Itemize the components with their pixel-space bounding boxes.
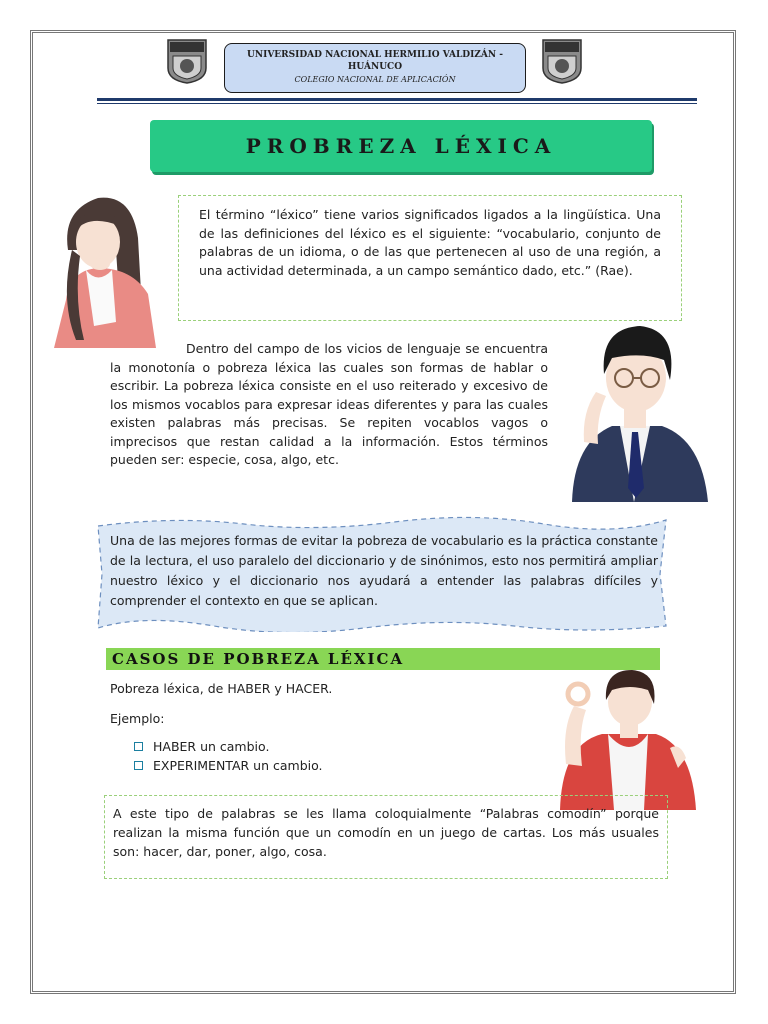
square-bullet-icon [134, 742, 143, 751]
list-item-text: EXPERIMENTAR un cambio. [153, 758, 323, 773]
intro-box [178, 195, 682, 321]
intro-text: El término “léxico” tiene varios significados ligados a la lingüística. Una de las definiciones del léxico es el siguiente: “vocabulario, conjunto de palabras de un idioma, o de las que pertenecen al uso de una región, a una actividad determinada, a un campo semántico dado, etc.” (Rae). [199, 207, 661, 278]
tip-text: Una de las mejores formas de evitar la pobreza de vocabulario es la práctica constante de la lectura, el uso paralelo del diccionario y de sinónimos, esto nos permitirá ampliar nuestro léxico y el diccionario nos ayudará a entender las palabras difíciles y comprender el contexto en que se aplican. [110, 533, 658, 608]
header-rule [97, 98, 697, 101]
boy-glasses-illustration [562, 322, 712, 502]
section-heading: CASOS DE POBREZA LÉXICA [112, 650, 405, 668]
school-seal-right-icon [540, 38, 584, 84]
list-item [134, 739, 269, 754]
title-banner [150, 120, 652, 172]
header-rule-thin [97, 103, 697, 104]
section-heading-bar [106, 648, 660, 670]
university-name: UNIVERSIDAD NACIONAL HERMILIO VALDIZÁN - HUÁNUCO [247, 50, 503, 72]
note-box [104, 795, 668, 879]
note-text: A este tipo de palabras se les llama coloquialmente “Palabras comodín” porque realizan la misma función que un comodín en un juego de cartas. Los más usuales son: hacer, dar, poner, algo, cosa. [113, 806, 659, 859]
institution-header [224, 43, 526, 93]
boy-ok-gesture-illustration [552, 668, 702, 810]
list-item-text: HABER un cambio. [153, 739, 270, 754]
body-paragraph: Dentro del campo de los vicios de lenguaje se encuentra la monotonía o pobreza léxica las cuales son formas de hablar o escribir. La pobreza léxica consiste en el uso reiterado y excesivo de los mismos vocablos para expresar ideas diferentes y para las cuales existen palabras más precisas. Se repiten vocablos vagos o imprecisos que restan calidad a la información. Estos términos pueden ser: especie, cosa, algo, etc. [110, 341, 548, 467]
list-item [134, 758, 323, 773]
page-title: PROBREZA LÉXICA [245, 134, 557, 158]
college-name: COLEGIO NACIONAL DE APLICACIÓN [294, 75, 456, 84]
school-seal-left-icon [165, 38, 209, 84]
square-bullet-icon [134, 761, 143, 770]
case-line: Pobreza léxica, de HABER y HACER. [110, 681, 333, 696]
girl-illustration [50, 190, 162, 352]
example-label: Ejemplo: [110, 711, 165, 726]
